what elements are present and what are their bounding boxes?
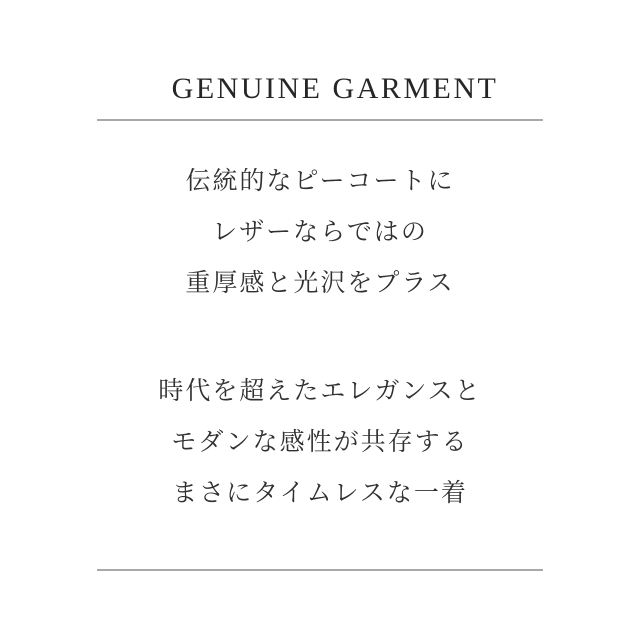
description-line: モダンな感性が共存する xyxy=(171,429,469,456)
description-line: レザーならではの xyxy=(212,219,428,246)
bottom-divider xyxy=(97,569,543,571)
description-block-1 xyxy=(0,156,640,309)
description-line: 伝統的なピーコートに xyxy=(185,168,455,195)
top-divider xyxy=(97,119,543,121)
description-block-2 xyxy=(0,366,640,519)
description-line: 時代を超えたエレガンスと xyxy=(158,378,482,405)
description-line: 重厚感と光沢をプラス xyxy=(185,270,455,297)
description-line: まさにタイムレスな一着 xyxy=(172,480,468,507)
page-title: GENUINE GARMENT xyxy=(171,72,499,105)
